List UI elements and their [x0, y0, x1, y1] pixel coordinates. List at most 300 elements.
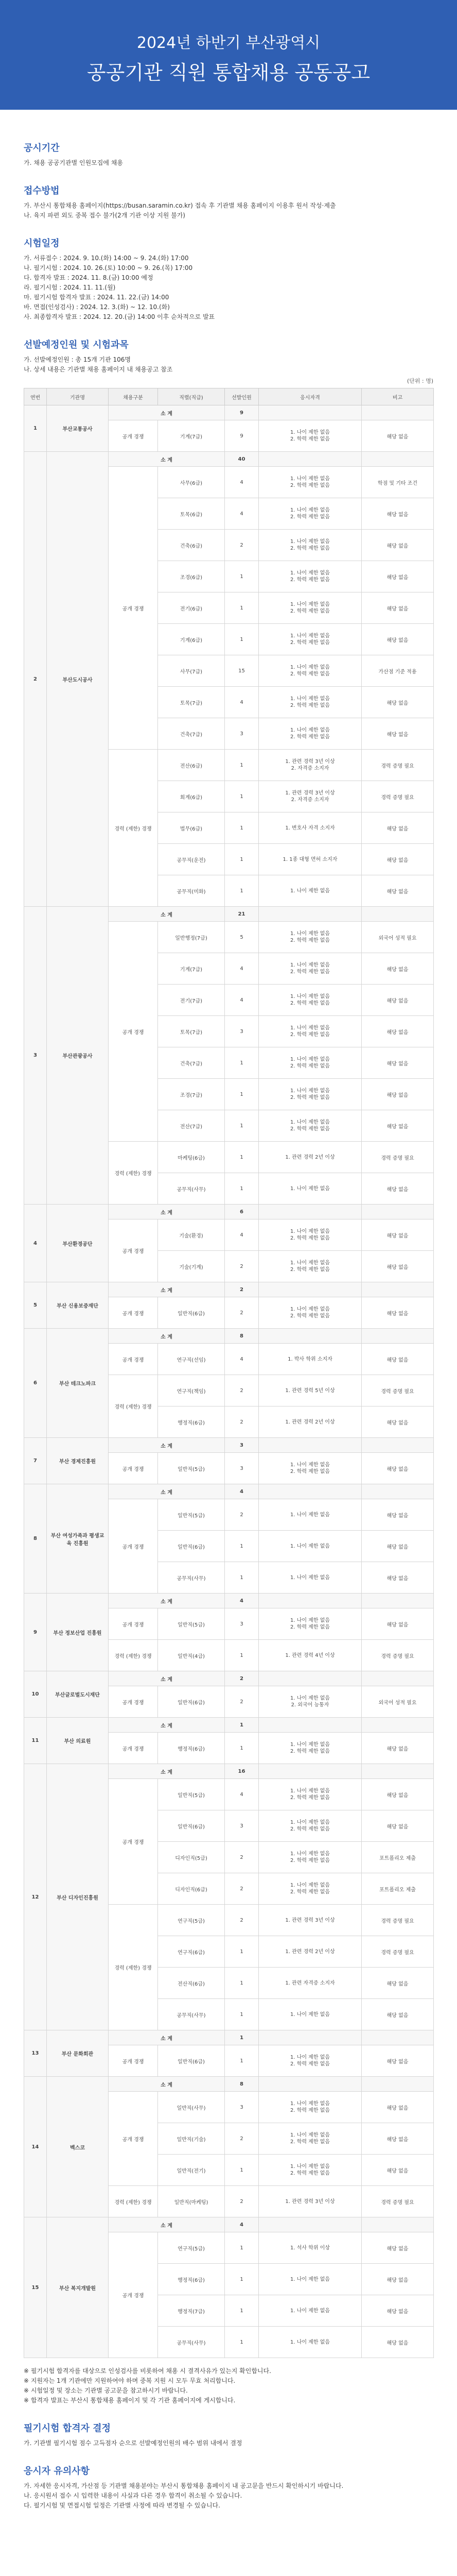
qualification: 1. 석사 학위 이상 [259, 2232, 362, 2264]
subtotal-count: 2 [225, 1282, 259, 1297]
qualification: 1. 나이 제한 없음 2. 학력 제한 없음 [259, 624, 362, 655]
qualification: 1. 나이 제한 없음 2. 학력 제한 없음 [259, 1733, 362, 1764]
agency-number: 12 [24, 1764, 47, 2030]
headcount: 2 [225, 1873, 259, 1905]
qualification: 1. 나이 제한 없음 [259, 1173, 362, 1205]
headcount: 1 [225, 1562, 259, 1594]
agency-number: 5 [24, 1282, 47, 1329]
agency-name: 부산관광공사 [47, 907, 109, 1205]
subtotal-label: 소 계 [109, 1718, 225, 1733]
qualification: 1. 나이 제한 없음 2. 학력 제한 없음 [259, 655, 362, 687]
subtotal-label: 소 계 [109, 2217, 225, 2232]
hire-kind: 경력 (제한) 경쟁 [109, 1142, 158, 1205]
agency-number: 6 [24, 1329, 47, 1438]
remark: 해당 없음 [362, 624, 434, 655]
page-banner [0, 0, 457, 110]
qualification: 1. 나이 제한 없음 2. 학력 제한 없음 [259, 2092, 362, 2123]
headcount: 1 [225, 1047, 259, 1079]
subtotal-count: 40 [225, 452, 259, 467]
qualification: 1. 나이 제한 없음 2. 학력 제한 없음 [259, 561, 362, 592]
empty-cell [362, 1594, 434, 1608]
remark: 해당 없음 [362, 985, 434, 1016]
empty-cell [259, 2077, 362, 2092]
qualification: 1. 나이 제한 없음 2. 학력 제한 없음 [259, 1079, 362, 1110]
headcount: 2 [225, 2186, 259, 2217]
empty-cell [362, 1484, 434, 1499]
headcount: 1 [225, 2264, 259, 2295]
subtotal-row [24, 907, 434, 922]
job-title: 일반직(사무) [158, 2092, 225, 2123]
subtotal-count: 8 [225, 1329, 259, 1344]
remark: 해당 없음 [362, 1173, 434, 1205]
remark: 해당 없음 [362, 2123, 434, 2155]
qualification: 1. 나이 제한 없음 2. 학력 제한 없음 [259, 1297, 362, 1329]
remark: 해당 없음 [362, 561, 434, 592]
empty-cell [259, 1594, 362, 1608]
job-title: 행정직(7급) [158, 2295, 225, 2327]
empty-cell [362, 452, 434, 467]
notice-content [0, 110, 457, 2531]
qualification: 1. 나이 제한 없음 2. 학력 제한 없음 [259, 1047, 362, 1079]
section-line: 가. 서류접수 : 2024. 9. 10.(화) 14:00 ~ 9. 24.(화) 17:00 [24, 255, 189, 262]
remark: 경력 증명 필요 [362, 1905, 434, 1936]
remark: 해당 없음 [362, 1968, 434, 1999]
agency-name: 부산 디자인진흥원 [47, 1764, 109, 2030]
empty-cell [362, 2077, 434, 2092]
remark: 해당 없음 [362, 2155, 434, 2186]
subtotal-count: 21 [225, 907, 259, 922]
hire-kind: 공개 경쟁 [109, 1779, 158, 1905]
headcount: 3 [225, 2092, 259, 2123]
empty-cell [362, 1329, 434, 1344]
agency-name: 벡스코 [47, 2077, 109, 2217]
qualification: 1. 박사 학위 소지자 [259, 1344, 362, 1375]
qualification: 1. 나이 제한 없음 [259, 2327, 362, 2358]
subtotal-label: 소 계 [109, 1282, 225, 1297]
qualification: 1. 나이 제한 없음 [259, 1562, 362, 1594]
qualification: 1. 관련 경력 2년 이상 [259, 1936, 362, 1968]
remark: 해당 없음 [362, 2045, 434, 2077]
agency-number: 8 [24, 1484, 47, 1594]
qualification: 1. 관련 경력 2년 이상 [259, 1406, 362, 1438]
agency-name: 부산 의료원 [47, 1718, 109, 1764]
remark: 해당 없음 [362, 718, 434, 750]
hire-kind: 공개 경쟁 [109, 922, 158, 1142]
job-title: 공무직(사무) [158, 1173, 225, 1205]
remark: 경력 증명 필요 [362, 2186, 434, 2217]
subtotal-row [24, 1671, 434, 1686]
section-line: 라. 필기시험 : 2024. 11. 11.(월) [24, 284, 116, 291]
subtotal-row [24, 452, 434, 467]
headcount: 4 [225, 1219, 259, 1251]
subtotal-row [24, 2030, 434, 2045]
job-title: 토목(6급) [158, 498, 225, 530]
hire-kind: 공개 경쟁 [109, 1608, 158, 1640]
subtotal-count: 16 [225, 1764, 259, 1779]
agency-number: 15 [24, 2217, 47, 2358]
headcount: 4 [225, 467, 259, 498]
job-title: 일반직(6급) [158, 2045, 225, 2077]
headcount: 1 [225, 2327, 259, 2358]
recruit-table-body [24, 405, 434, 2358]
remark: 해당 없음 [362, 2092, 434, 2123]
headcount: 15 [225, 655, 259, 687]
header-cell: 기관명 [47, 388, 109, 405]
empty-cell [362, 1764, 434, 1779]
job-title: 연구직(책임) [158, 1375, 225, 1406]
job-title: 디자인직(5급) [158, 1842, 225, 1873]
section-line: 가. 채용 공공기관별 인원모집에 채용 [24, 159, 123, 166]
subtotal-count: 6 [225, 1205, 259, 1219]
agency-number: 9 [24, 1594, 47, 1671]
section-line: 사. 최종합격자 발표 : 2024. 12. 20.(금) 14:00 이후 순차적으로 발표 [24, 313, 215, 320]
qualification: 1. 나이 제한 없음 2. 학력 제한 없음 [259, 1016, 362, 1047]
remark: 해당 없음 [362, 1219, 434, 1251]
headcount: 1 [225, 592, 259, 624]
hire-kind: 경력 (제한) 경쟁 [109, 1375, 158, 1438]
job-title: 연구직(5급) [158, 2232, 225, 2264]
subtotal-label: 소 계 [109, 452, 225, 467]
hire-kind: 경력 (제한) 경쟁 [109, 1640, 158, 1671]
agency-number: 2 [24, 452, 47, 907]
job-title: 토목(7급) [158, 1016, 225, 1047]
headcount: 1 [225, 875, 259, 907]
job-title: 기계(7급) [158, 420, 225, 452]
qualification: 1. 관련 경력 3년 이상 [259, 2186, 362, 2217]
headcount: 1 [225, 1936, 259, 1968]
subtotal-count: 8 [225, 2077, 259, 2092]
agency-number: 1 [24, 405, 47, 452]
job-title: 조경(6급) [158, 561, 225, 592]
remark: 해당 없음 [362, 1047, 434, 1079]
qualification: 1. 나이 제한 없음 2. 학력 제한 없음 [259, 592, 362, 624]
job-title: 연구직(6급) [158, 1936, 225, 1968]
qualification: 1. 나이 제한 없음 2. 학력 제한 없음 [259, 420, 362, 452]
qualification: 1. 나이 제한 없음 2. 학력 제한 없음 [259, 1110, 362, 1142]
subtotal-row [24, 1282, 434, 1297]
section-title: 시험일정 [24, 238, 60, 249]
qualification: 1. 나이 제한 없음 2. 외국어 능통자 [259, 1686, 362, 1718]
remark: 가산점 기준 적용 [362, 655, 434, 687]
qualification: 1. 나이 제한 없음 [259, 1531, 362, 1562]
job-title: 건축(6급) [158, 530, 225, 561]
subtotal-label: 소 계 [109, 1438, 225, 1453]
recruit-table [24, 388, 434, 2358]
job-title: 전기(6급) [158, 592, 225, 624]
remark: 외국어 성적 필요 [362, 1686, 434, 1718]
subtotal-label: 소 계 [109, 1764, 225, 1779]
subtotal-label: 소 계 [109, 1205, 225, 1219]
qualification: 1. 관련 경력 3년 이상 2. 자격증 소지자 [259, 750, 362, 781]
headcount: 1 [225, 781, 259, 812]
job-title: 일반직(5급) [158, 1499, 225, 1531]
empty-cell [259, 1329, 362, 1344]
empty-cell [259, 1282, 362, 1297]
overview-section [24, 141, 433, 168]
remark: 해당 없음 [362, 1608, 434, 1640]
qualification: 1. 나이 제한 없음 2. 학력 제한 없음 [259, 1873, 362, 1905]
headcount: 4 [225, 1344, 259, 1375]
remark: 해당 없음 [362, 1810, 434, 1842]
unit-note: (단위 : 명) [407, 378, 433, 384]
hire-kind: 공개 경쟁 [109, 2092, 158, 2186]
hire-kind: 공개 경쟁 [109, 1686, 158, 1718]
qualification: 1. 나이 제한 없음 2. 학력 제한 없음 [259, 1251, 362, 1282]
job-title: 건축(7급) [158, 718, 225, 750]
agency-name: 부산 여성가족과 평생교육 진흥원 [47, 1484, 109, 1594]
job-title: 행정직(6급) [158, 1406, 225, 1438]
headcount: 5 [225, 922, 259, 953]
remark: 해당 없음 [362, 1779, 434, 1810]
job-title: 공무직(사무) [158, 1562, 225, 1594]
headcount: 1 [225, 812, 259, 844]
qualification: 1. 관련 경력 4년 이상 [259, 1640, 362, 1671]
qualification: 1. 나이 제한 없음 2. 학력 제한 없음 [259, 718, 362, 750]
headcount: 2 [225, 1686, 259, 1718]
headcount: 1 [225, 2155, 259, 2186]
job-title: 법무(6급) [158, 812, 225, 844]
remark: 경력 증명 필요 [362, 1640, 434, 1671]
qualification: 1. 관련 경력 2년 이상 [259, 1142, 362, 1173]
empty-cell [362, 1718, 434, 1733]
headcount: 1 [225, 624, 259, 655]
job-title: 행정직(6급) [158, 1733, 225, 1764]
job-title: 공무직(사무) [158, 2327, 225, 2358]
header-cell: 응시자격 [259, 388, 362, 405]
headcount: 2 [225, 1499, 259, 1531]
schedule-section [24, 236, 433, 322]
headcount: 2 [225, 1905, 259, 1936]
headcount: 9 [225, 420, 259, 452]
headcount: 1 [225, 2232, 259, 2264]
job-title: 마케팅(6급) [158, 1142, 225, 1173]
remark: 해당 없음 [362, 2295, 434, 2327]
subtotal-row [24, 1329, 434, 1344]
qualification: 1. 나이 제한 없음 2. 학력 제한 없음 [259, 922, 362, 953]
agency-name: 부산도시공사 [47, 452, 109, 907]
remark: 해당 없음 [362, 1531, 434, 1562]
remark: 해당 없음 [362, 1999, 434, 2030]
remark: 해당 없음 [362, 2327, 434, 2358]
header-cell: 채용구분 [109, 388, 158, 405]
recruit-section [24, 337, 433, 2358]
hire-kind: 공개 경쟁 [109, 2232, 158, 2358]
agency-name: 부산 복지개발원 [47, 2217, 109, 2358]
job-title: 사무(6급) [158, 467, 225, 498]
empty-cell [362, 2217, 434, 2232]
qualification: 1. 나이 제한 없음 2. 학력 제한 없음 [259, 2045, 362, 2077]
subtotal-label: 소 계 [109, 2030, 225, 2045]
section-title: 공시기간 [24, 143, 60, 154]
subtotal-label: 소 계 [109, 1329, 225, 1344]
qualification: 1. 1종 대형 면허 소지자 [259, 844, 362, 875]
empty-cell [362, 907, 434, 922]
empty-cell [259, 2030, 362, 2045]
agency-name: 부산 문화회관 [47, 2030, 109, 2077]
agency-number: 4 [24, 1205, 47, 1282]
hire-kind: 공개 경쟁 [109, 2045, 158, 2077]
subtotal-label: 소 계 [109, 1671, 225, 1686]
section-line: 다. 합격자 발표 : 2024. 11. 8.(금) 10:00 예정 [24, 274, 153, 281]
remark: 경력 증명 필요 [362, 1936, 434, 1968]
subtotal-label: 소 계 [109, 405, 225, 420]
headcount: 1 [225, 1968, 259, 1999]
headcount: 2 [225, 1251, 259, 1282]
subtotal-count: 3 [225, 1438, 259, 1453]
hire-kind: 경력 (제한) 경쟁 [109, 2186, 158, 2217]
qualification: 1. 나이 제한 없음 [259, 2295, 362, 2327]
qualification: 1. 나이 제한 없음 [259, 1499, 362, 1531]
qualification: 1. 나이 제한 없음 [259, 2264, 362, 2295]
empty-cell [259, 2217, 362, 2232]
subtotal-row [24, 405, 434, 420]
headcount: 3 [225, 1453, 259, 1484]
empty-cell [259, 907, 362, 922]
banner-title-line1: 2024년 하반기 부산광역시 [136, 34, 321, 52]
subtotal-label: 소 계 [109, 907, 225, 922]
section-line: 나. 육지 파편 외도 중복 접수 불가(2개 기관 이상 지원 불가) [24, 212, 185, 219]
headcount: 4 [225, 498, 259, 530]
agency-name: 부산 경제진흥원 [47, 1438, 109, 1484]
qualification: 1. 나이 제한 없음 2. 학력 제한 없음 [259, 2155, 362, 2186]
hire-kind: 공개 경쟁 [109, 420, 158, 452]
section-line: 마. 필기시험 합격자 발표 : 2024. 11. 22.(금) 14:00 [24, 294, 169, 301]
banner-title-line2: 공공기관 직원 통합채용 공동공고 [86, 61, 371, 84]
job-title: 일반직(5급) [158, 1779, 225, 1810]
subtotal-row [24, 1438, 434, 1453]
remark: 해당 없음 [362, 2232, 434, 2264]
job-title: 전기(7급) [158, 985, 225, 1016]
empty-cell [259, 405, 362, 420]
headcount: 1 [225, 1173, 259, 1205]
subtotal-count: 4 [225, 2217, 259, 2232]
job-title: 전산(7급) [158, 1110, 225, 1142]
headcount: 3 [225, 1810, 259, 1842]
agency-name: 부산글로벌도시재단 [47, 1671, 109, 1718]
qualification: 1. 나이 제한 없음 2. 학력 제한 없음 [259, 953, 362, 985]
job-title: 일반직(5급) [158, 1608, 225, 1640]
qualification: 1. 나이 제한 없음 [259, 875, 362, 907]
job-title: 일반직(6급) [158, 1810, 225, 1842]
remark: 해당 없음 [362, 530, 434, 561]
subtotal-count: 1 [225, 1718, 259, 1733]
agency-number: 10 [24, 1671, 47, 1718]
section-line: 다. 필기시험 및 면접시험 일정은 기관별 사정에 따라 변경될 수 있습니다. [24, 2502, 220, 2509]
subtotal-row [24, 1718, 434, 1733]
empty-cell [259, 1764, 362, 1779]
agency-number: 11 [24, 1718, 47, 1764]
headcount: 1 [225, 1142, 259, 1173]
remark: 경력 증명 필요 [362, 781, 434, 812]
job-title: 공무직(사무) [158, 1999, 225, 2030]
remark: 해당 없음 [362, 1562, 434, 1594]
hire-kind: 공개 경쟁 [109, 1297, 158, 1329]
headcount: 2 [225, 2123, 259, 2155]
headcount: 1 [225, 1079, 259, 1110]
subtotal-count: 9 [225, 405, 259, 420]
job-title: 연구직(5급) [158, 1905, 225, 1936]
headcount: 1 [225, 844, 259, 875]
qualification: 1. 관련 경력 3년 이상 2. 자격증 소지자 [259, 781, 362, 812]
headcount: 1 [225, 750, 259, 781]
empty-cell [259, 1718, 362, 1733]
section-line: 가. 선발예정인원 : 총 15개 기관 106명 [24, 356, 131, 363]
remark: 해당 없음 [362, 592, 434, 624]
remark: 경력 증명 필요 [362, 750, 434, 781]
foot-note: ※ 지원자는 1개 기관에만 지원하여야 하며 중복 지원 시 모두 무효 처리합니다. [24, 2377, 236, 2384]
job-title: 일반직(기술) [158, 2123, 225, 2155]
remark: 해당 없음 [362, 1110, 434, 1142]
job-title: 일반직(5급) [158, 1453, 225, 1484]
remark: 해당 없음 [362, 953, 434, 985]
remark: 해당 없음 [362, 687, 434, 718]
headcount: 2 [225, 1297, 259, 1329]
subtotal-count: 4 [225, 1484, 259, 1499]
section-line: 가. 자세한 응시자격, 가산점 등 기관별 채용분야는 부산시 통합채용 홈페이지 내 공고문을 반드시 확인하시기 바랍니다. [24, 2482, 344, 2489]
empty-cell [362, 1205, 434, 1219]
qualification: 1. 나이 제한 없음 2. 학력 제한 없음 [259, 2123, 362, 2155]
headcount: 2 [225, 1375, 259, 1406]
agency-number: 13 [24, 2030, 47, 2077]
qualification: 1. 나이 제한 없음 2. 학력 제한 없음 [259, 1608, 362, 1640]
subtotal-row [24, 2077, 434, 2092]
headcount: 1 [225, 1531, 259, 1562]
qualification: 1. 나이 제한 없음 2. 학력 제한 없음 [259, 1453, 362, 1484]
remark: 해당 없음 [362, 1016, 434, 1047]
job-title: 기술(환경) [158, 1219, 225, 1251]
agency-number: 7 [24, 1438, 47, 1484]
job-title: 회계(6급) [158, 781, 225, 812]
remark: 해당 없음 [362, 875, 434, 907]
job-title: 일반직(6급) [158, 1686, 225, 1718]
foot-note: ※ 합격자 발표는 부산시 통합채용 홈페이지 및 각 기관 홈페이지에 게시합니다. [24, 2397, 236, 2404]
headcount: 1 [225, 1640, 259, 1671]
section-line: 가. 부산시 통합채용 홈페이지(https://busan.saramin.co.kr) 접속 후 기관별 채용 홈페이지 이용후 원서 작성·제출 [24, 202, 336, 209]
subtotal-count: 4 [225, 1594, 259, 1608]
job-title: 기계(7급) [158, 953, 225, 985]
section-line: 나. 필기시험 : 2024. 10. 26.(토) 10:00 ~ 9. 26.(목) 17:00 [24, 264, 193, 272]
remark: 해당 없음 [362, 1251, 434, 1282]
hire-kind: 공개 경쟁 [109, 1219, 158, 1282]
subtotal-row [24, 1484, 434, 1499]
hire-kind: 경력 (제한) 경쟁 [109, 1905, 158, 2030]
empty-cell [259, 1205, 362, 1219]
remark: 포트폴리오 제출 [362, 1873, 434, 1905]
remark: 해당 없음 [362, 812, 434, 844]
headcount: 4 [225, 953, 259, 985]
qualification: 1. 나이 제한 없음 2. 학력 제한 없음 [259, 1842, 362, 1873]
job-title: 조경(7급) [158, 1079, 225, 1110]
remark: 경력 증명 필요 [362, 1375, 434, 1406]
empty-cell [259, 452, 362, 467]
qualification: 1. 관련 경력 3년 이상 [259, 1905, 362, 1936]
remark: 해당 없음 [362, 420, 434, 452]
remark: 해당 없음 [362, 1406, 434, 1438]
remark: 외국어 성적 필요 [362, 922, 434, 953]
headcount: 4 [225, 1779, 259, 1810]
qualification: 1. 변호사 자격 소지자 [259, 812, 362, 844]
qualification: 1. 나이 제한 없음 [259, 1999, 362, 2030]
remark: 해당 없음 [362, 1733, 434, 1764]
job-title: 전산(6급) [158, 750, 225, 781]
section-line: 나. 상세 내용은 기관별 채용 홈페이지 내 채용공고 참조 [24, 366, 173, 373]
hire-kind: 공개 경쟁 [109, 467, 158, 750]
agency-name: 부산교통공사 [47, 405, 109, 452]
headcount: 3 [225, 1608, 259, 1640]
headcount: 1 [225, 561, 259, 592]
headcount: 1 [225, 1999, 259, 2030]
headcount: 1 [225, 1110, 259, 1142]
